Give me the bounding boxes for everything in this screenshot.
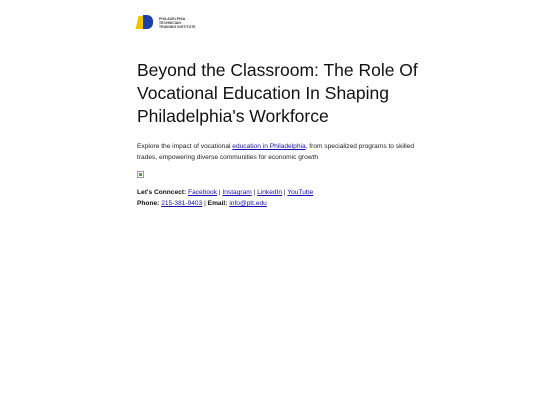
logo-line-1: PHILADELPHIA (159, 16, 186, 21)
email-link[interactable]: info@ptt.edu (229, 200, 267, 207)
logo-line-3: TRAINING INSTITUTE (159, 25, 196, 30)
connect-label: Let's Conncect: (137, 189, 187, 196)
logo-icon (137, 15, 155, 31)
education-link[interactable]: education in Philadelphia (232, 143, 306, 150)
linkedin-link[interactable]: LinkedIn (257, 189, 283, 196)
description-text-end: , from specialized programs to skilled trades, empowering diverse communities for economic growth (137, 143, 415, 161)
contact-info-row (137, 198, 427, 209)
broken-image-icon (137, 171, 144, 178)
instagram-link[interactable]: Instagram (222, 189, 252, 196)
email-label: Email: (207, 200, 228, 207)
separator: | (217, 189, 223, 196)
page-title: Beyond the Classroom: The Role Of Vocational Education In Shaping Philadelphia's Workforce (137, 60, 418, 126)
separator: | (282, 189, 288, 196)
separator: | (251, 189, 258, 196)
separator: | (202, 200, 208, 207)
phone-label: Phone: (137, 200, 160, 207)
contact-block (137, 187, 427, 209)
social-links-row (137, 187, 427, 198)
description (137, 141, 427, 163)
phone-link[interactable]: 215-381-9403 (161, 200, 203, 207)
facebook-link[interactable]: Facebook (188, 189, 218, 196)
page-content (137, 14, 427, 209)
logo[interactable] (137, 14, 427, 32)
youtube-link[interactable]: YouTube (287, 189, 314, 196)
logo-text (159, 17, 196, 30)
logo-line-2: TECHNICIAN (159, 20, 181, 25)
description-text-start: Explore the impact of vocational (137, 143, 233, 150)
